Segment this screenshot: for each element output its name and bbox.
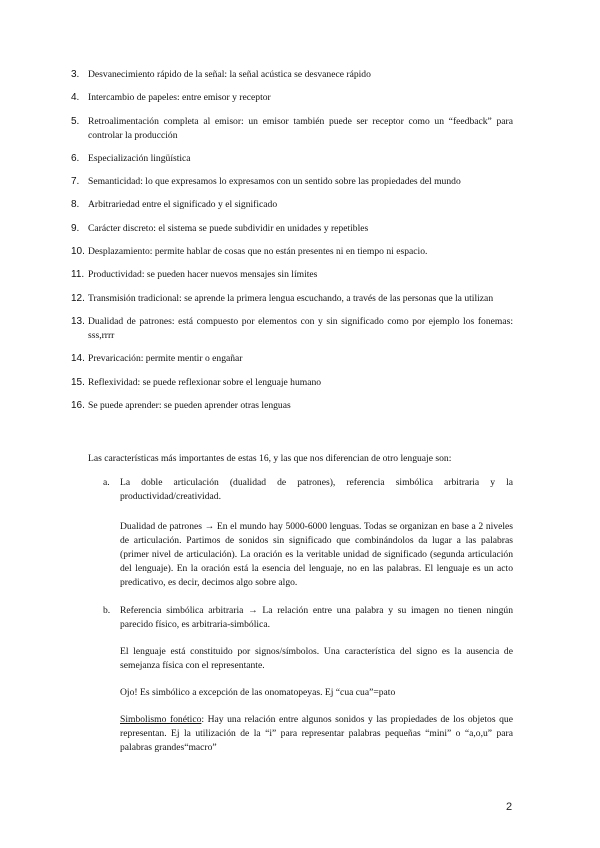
list-number: 12. [71, 292, 85, 304]
simbolismo-label: Simbolismo fonético [120, 714, 202, 725]
simbolismo-text: : Hay una relación entre algunos sonidos y las propiedades de los objetos que representan. Ej la utilización de la “i” para representar palabras pequeñas “mini” o “a,o,u” para palabras grandes“macro” [120, 714, 513, 753]
numbered-list-item [71, 399, 513, 413]
list-letter-b: b. [103, 605, 111, 616]
list-number: 9. [71, 222, 80, 234]
list-item-text: Transmisión tradicional: se aprende la primera lengua escuchando, a través de las personas que la utilizan [88, 292, 494, 304]
numbered-list-item [71, 68, 513, 82]
numbered-list-item [71, 268, 513, 282]
list-number: 3. [71, 69, 80, 80]
list-number: 11. [71, 269, 85, 281]
list-item-text: Carácter discreto: el sistema se puede subdividir en unidades y repetibles [88, 222, 369, 234]
list-item-text: Semanticidad: lo que expresamos lo expresamos con un sentido sobre las propiedades del mundo [88, 176, 461, 188]
list-number: 4. [71, 92, 80, 104]
list-item-text: Prevaricación: permite mentir o engañar [88, 353, 243, 365]
list-number: 14. [71, 353, 85, 365]
list-item-text: Reflexividad: se puede reflexionar sobre el lenguaje humano [88, 376, 322, 388]
list-item-text: Se puede aprender: se pueden aprender otras lenguas [88, 399, 291, 411]
list-item-text: Arbitrariedad entre el significado y el significado [88, 199, 278, 211]
list-number: 15. [71, 376, 85, 388]
numbered-list [0, 68, 600, 422]
list-number: 16. [71, 399, 85, 411]
list-item-text: Productividad: se pueden hacer nuevos mensajes sin límites [88, 269, 318, 281]
list-item-text: Desplazamiento: permite hablar de cosas que no están presentes ni en tiempo ni espacio. [88, 246, 428, 258]
list-item-text: Dualidad de patrones: está compuesto por elementos con y sin significado como por ejemplo los fonemas: sss,rrrr [88, 315, 513, 341]
list-number: 13. [71, 315, 85, 327]
list-item-text: Especialización lingüística [88, 152, 191, 164]
onomatopeyas-paragraph: Ojo! Es simbólico a excepción de las onomatopeyas. Ej “cua cua”=pato [120, 687, 396, 698]
numbered-list-item [71, 315, 513, 343]
list-number: 6. [71, 152, 80, 164]
list-number: 5. [71, 115, 80, 127]
list-item-b-text: Referencia simbólica arbitraria → La relación entre una palabra y su imagen no tienen ningún parecido físico, es arbitraria-simbólica. [120, 605, 513, 630]
list-number: 7. [71, 176, 80, 188]
numbered-list-item [71, 91, 513, 105]
list-item-a-text: La doble articulación (dualidad de patrones), referencia simbólica arbitraria y la productividad/creatividad. [120, 477, 513, 502]
numbered-list-item [71, 222, 513, 236]
list-number: 8. [71, 199, 80, 211]
intro-paragraph: Las características más importantes de estas 16, y las que nos diferencian de otro lenguaje son: [88, 453, 452, 464]
list-item-text: Retroalimentación completa al emisor: un emisor también puede ser receptor como un “feedback” para controlar la producción [88, 115, 513, 141]
page-number: 2 [506, 801, 513, 813]
numbered-list-item [71, 292, 513, 306]
list-item-text: Desvanecimiento rápido de la señal: la señal acústica se desvanece rápido [88, 69, 371, 80]
numbered-list-item [71, 198, 513, 212]
list-item-b [103, 604, 513, 632]
numbered-list-item [71, 352, 513, 366]
list-letter-a: a. [103, 477, 110, 488]
numbered-list-item [71, 376, 513, 390]
list-item-text: Intercambio de papeles: entre emisor y receptor [88, 92, 271, 104]
list-item-a [103, 476, 513, 504]
dualidad-paragraph: Dualidad de patrones → En el mundo hay 5000-6000 lenguas. Todas se organizan en base a 2 niveles de articulación. Partimos de sonidos sin significado que combinándolos da lugar a las palabras (primer nivel de articulación). La oración es la veritable unidad de significado (segunda articulación del lenguaje). En la oración está la esencia del lenguaje, no en las palabras. El lenguaje es un acto predicativo, es decir, decimos algo sobre algo. [120, 521, 513, 588]
list-number: 10. [71, 246, 85, 258]
numbered-list-item [71, 175, 513, 189]
numbered-list-item [71, 245, 513, 259]
numbered-list-item [71, 115, 513, 143]
alpha-list [0, 476, 600, 755]
numbered-list-item [71, 152, 513, 166]
signos-paragraph: El lenguaje está constituido por signos/símbolos. Una característica del signo es la ausencia de semejanza física con el representante. [120, 646, 513, 671]
simbolismo-paragraph [120, 713, 513, 755]
